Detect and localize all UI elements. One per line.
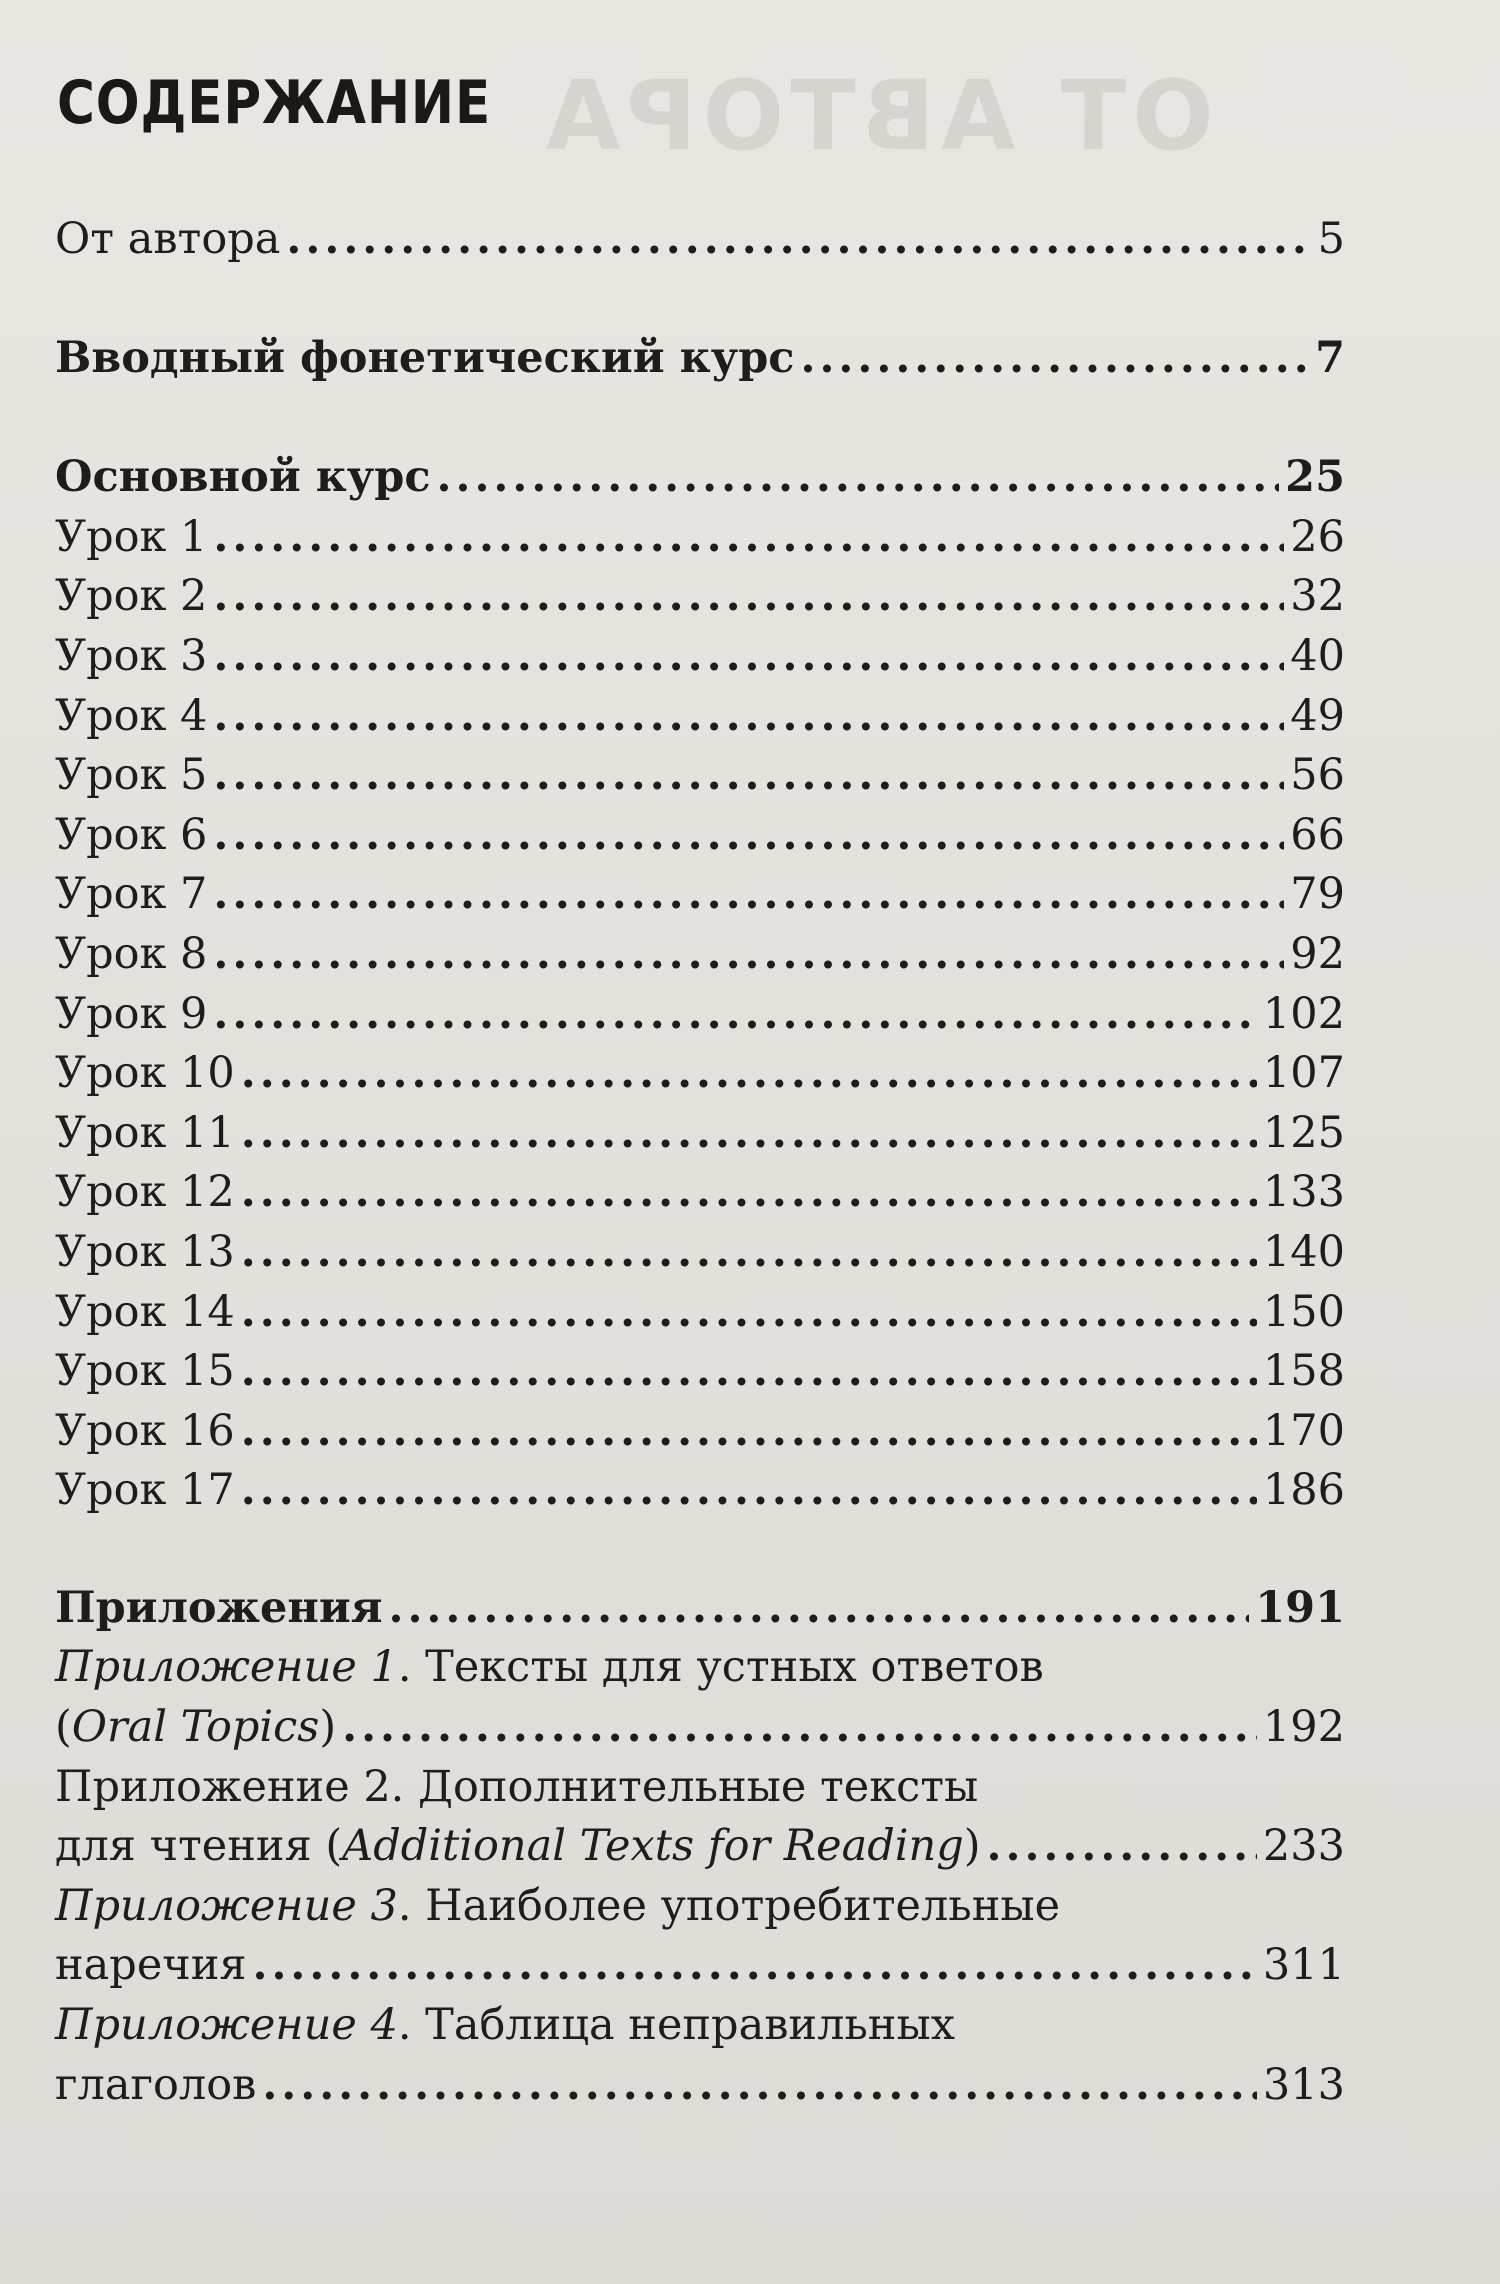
toc-page-number: 56 (1290, 750, 1345, 801)
toc-entry-author[interactable] (55, 210, 1345, 270)
dot-leader (241, 1283, 1257, 1343)
dot-leader (213, 687, 1284, 747)
toc-entry-label: Урок 2 (55, 571, 208, 622)
toc-entry-lesson[interactable] (55, 1223, 1345, 1283)
toc-entry-label: Урок 3 (55, 630, 208, 681)
toc-page-number: 102 (1262, 988, 1345, 1039)
table-of-contents (55, 210, 1345, 2115)
toc-entry-lesson[interactable] (55, 627, 1345, 687)
toc-page-number: 92 (1290, 928, 1345, 979)
toc-entry-label: Основной курс (55, 452, 431, 503)
toc-page-number: 170 (1262, 1405, 1345, 1456)
dot-leader (213, 567, 1284, 627)
toc-entry-label: Урок 9 (55, 988, 208, 1039)
toc-entry-appendix-4[interactable]: Приложение 4. Таблица неправильных глаголов ..... 313 (55, 1996, 1345, 2115)
toc-page-number: 233 (1262, 1821, 1345, 1872)
dot-leader (800, 329, 1309, 389)
dot-leader (437, 448, 1280, 508)
dot-leader (342, 1698, 1257, 1758)
toc-entry-lesson[interactable] (55, 746, 1345, 806)
toc-entry-label: Урок 7 (55, 869, 208, 920)
dot-leader (241, 1104, 1257, 1164)
toc-entry-label: Урок 10 (55, 1048, 235, 1099)
appendix-prefix: Приложение 4 (55, 2000, 398, 2051)
dot-leader (286, 210, 1311, 270)
toc-entry-appendix-1[interactable]: Приложение 1. Тексты для устных ответов (Oral Topics) ..... 192 (55, 1638, 1345, 1757)
toc-entry-label: Урок 17 (55, 1465, 235, 1516)
toc-page-number: 186 (1262, 1465, 1345, 1516)
toc-entry-lesson[interactable] (55, 1283, 1345, 1343)
dot-leader (213, 806, 1284, 866)
toc-page-number: 192 (1262, 1702, 1345, 1753)
toc-page-number: 107 (1262, 1048, 1345, 1099)
toc-page-number: 5 (1317, 214, 1345, 264)
dot-leader (241, 1402, 1257, 1462)
appendix-title: . Наиболее употребительные (397, 1880, 1061, 1931)
toc-entry-intro-course[interactable] (55, 329, 1345, 389)
toc-entry-label: Приложения (55, 1582, 383, 1633)
dot-leader (388, 1579, 1249, 1639)
toc-page-number: 49 (1290, 690, 1345, 741)
toc-page-number: 66 (1290, 809, 1345, 860)
toc-entry-lesson[interactable] (55, 687, 1345, 747)
toc-page-number: 7 (1315, 332, 1345, 383)
toc-entry-lesson[interactable] (55, 1104, 1345, 1164)
dot-leader (213, 985, 1257, 1045)
toc-entry-label: Урок 6 (55, 809, 208, 860)
toc-page-number: 32 (1290, 571, 1345, 622)
toc-entry-label: Урок 5 (55, 750, 208, 801)
toc-page-number: 133 (1262, 1167, 1345, 1218)
toc-entry-lesson[interactable] (55, 1402, 1345, 1462)
toc-entry-lesson[interactable] (55, 806, 1345, 866)
toc-page-number: 40 (1290, 630, 1345, 681)
appendix-english-title: Oral Topics (71, 1702, 320, 1753)
dot-leader (213, 627, 1284, 687)
lesson-list (55, 508, 1345, 1521)
toc-entry-lesson[interactable] (55, 1461, 1345, 1521)
dot-leader (241, 1223, 1257, 1283)
appendix-english-title: Additional Texts for Reading (342, 1821, 964, 1872)
toc-page-number: 311 (1262, 1940, 1345, 1991)
toc-entry-lesson[interactable] (55, 865, 1345, 925)
appendix-prefix: Приложение 1 (55, 1642, 398, 1693)
toc-page-number: 140 (1262, 1226, 1345, 1277)
dot-leader (213, 865, 1284, 925)
dot-leader (241, 1044, 1257, 1104)
appendix-title: . Таблица неправильных (397, 2000, 955, 2051)
toc-entry-label: Урок 16 (55, 1405, 235, 1456)
toc-page-number: 26 (1290, 511, 1345, 562)
page-title: СОДЕРЖАНИЕ (57, 68, 492, 138)
toc-entry-lesson[interactable] (55, 985, 1345, 1045)
appendix-prefix: Приложение 3 (55, 1880, 398, 1931)
toc-entry-label: Урок 13 (55, 1226, 235, 1277)
dot-leader (252, 1936, 1256, 1996)
toc-entry-lesson[interactable] (55, 567, 1345, 627)
toc-entry-label: Урок 8 (55, 928, 208, 979)
toc-page-number: 158 (1262, 1346, 1345, 1397)
toc-entry-label: Урок 14 (55, 1286, 235, 1337)
toc-entry-label: Урок 15 (55, 1346, 235, 1397)
appendix-title: Приложение 2. Дополнительные тексты (55, 1761, 979, 1812)
toc-page-number: 25 (1285, 452, 1345, 503)
toc-entry-lesson[interactable] (55, 1163, 1345, 1223)
show-through-text: ОТ АВТОРА (540, 60, 1214, 172)
dot-leader (241, 1342, 1257, 1402)
dot-leader (241, 1163, 1257, 1223)
toc-entry-lesson[interactable] (55, 1044, 1345, 1104)
toc-entry-lesson[interactable] (55, 1342, 1345, 1402)
toc-entry-appendix-3[interactable]: Приложение 3. Наиболее употребительные наречия ..... 311 (55, 1877, 1345, 1996)
toc-page-number: 313 (1262, 2059, 1345, 2110)
toc-entry-lesson[interactable] (55, 508, 1345, 568)
dot-leader (213, 746, 1284, 806)
toc-entry-appendices[interactable] (55, 1579, 1345, 1639)
toc-entry-label: Вводный фонетический курс (55, 332, 795, 383)
dot-leader (213, 508, 1284, 568)
dot-leader (987, 1817, 1257, 1877)
toc-entry-label: От автора (55, 214, 281, 264)
toc-page-number: 125 (1262, 1107, 1345, 1158)
toc-entry-appendix-2[interactable]: Приложение 2. Дополнительные тексты для чтения (Additional Texts for Reading) ..... 233 (55, 1758, 1345, 1877)
dot-leader (213, 925, 1284, 985)
toc-entry-label: Урок 12 (55, 1167, 235, 1218)
toc-entry-label: Урок 11 (55, 1107, 235, 1158)
appendix-title: . Тексты для устных ответов (397, 1642, 1044, 1693)
toc-page-number: 191 (1255, 1582, 1345, 1633)
toc-page-number: 150 (1262, 1286, 1345, 1337)
dot-leader (262, 2056, 1257, 2116)
toc-entry-lesson[interactable] (55, 925, 1345, 985)
toc-entry-label: Урок 1 (55, 511, 208, 562)
toc-entry-main-course[interactable] (55, 448, 1345, 508)
dot-leader (241, 1461, 1257, 1521)
toc-page-number: 79 (1290, 869, 1345, 920)
toc-entry-label: Урок 4 (55, 690, 208, 741)
